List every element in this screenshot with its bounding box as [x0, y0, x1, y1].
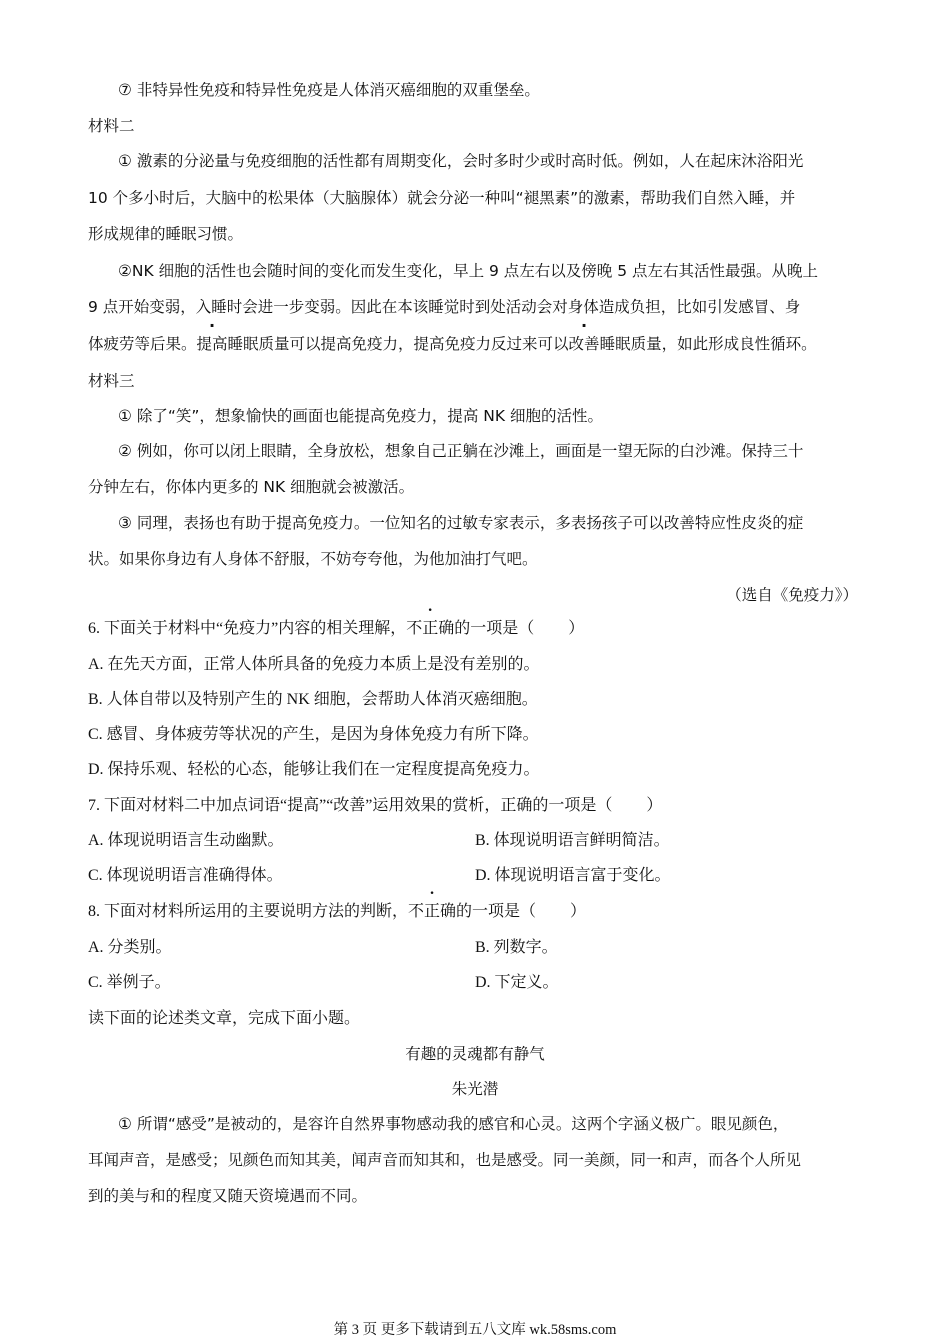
question-8-option-b: B. 列数字。 [475, 939, 558, 956]
essay-para-1-line-3: 到的美与和的程度又随天资境遇而不同。 [88, 1187, 368, 1205]
question-6-option-a: A. 在先天方面，正常人体所具备的免疫力本质上是没有差别的。 [88, 656, 540, 673]
material-two-para-2-line-1: ②NK 细胞的活性也会随时间的变化而发生变化，早上 9 点左右以及傍晚 5 点左右其活性最强。从晚上 [118, 262, 819, 280]
text-run: 睡眠质量，如此形成良性循环。 [599, 335, 817, 353]
emphasized-word-gaishan: 改善 [568, 335, 600, 353]
question-7-option-d: D. 体现说明语言富于变化。 [475, 867, 671, 884]
question-8-stem [88, 894, 868, 930]
material-two-para-2-line-2: 9 点开始变弱，入睡时会进一步变弱。因此在本该睡觉时到处活动会对身体造成负担，比如引发感冒、身 [88, 298, 801, 316]
essay-author: 朱光潜 [451, 1080, 499, 1098]
text-run: 6. 下面关于材料中“免疫力”内容的相关理解， [88, 620, 407, 637]
question-7-option-c: C. 体现说明语言准确得体。 [88, 867, 283, 884]
material-three-para-2-line-1: ② 例如，你可以闭上眼睛，全身放松，想象自己正躺在沙滩上，画面是一望无际的白沙滩。保持三十 [118, 442, 804, 460]
material-three-title: 材料三 [88, 372, 135, 390]
material-three-para-1: ① 除了“笑”，想象愉快的画面也能提高免疫力，提高 NK 细胞的活性。 [118, 407, 603, 425]
material-three-para-2-line-2: 分钟左右，你体内更多的 NK 细胞就会被激活。 [88, 478, 415, 496]
essay-instruction: 读下面的论述类文章，完成下面小题。 [88, 1010, 361, 1027]
text-run: 体疲劳等后果。 [88, 335, 197, 353]
text-run: ） [568, 620, 585, 637]
text-run: 7. 下面对材料二中加点词语“提高”“改善”运用效果的赏析，正确的一项是（ [88, 797, 613, 814]
question-6-option-b: B. 人体自带以及特别产生的 NK 细胞，会帮助人体消灭癌细胞。 [88, 691, 538, 708]
page-footer: 第 3 页 更多下载请到五八文库 wk.58sms.com [333, 1322, 617, 1338]
question-6-stem [88, 611, 868, 647]
material-two-para-1-line-1: ① 激素的分泌量与免疫细胞的活性都有周期变化，会时多时少或时高时低。例如，人在起床沐浴阳光 [118, 152, 804, 170]
essay-title: 有趣的灵魂都有静气 [405, 1045, 545, 1063]
text-run: ） [646, 797, 663, 814]
text-run: 8. 下面对材料所运用的主要说明方法的判断， [88, 903, 409, 920]
material-three-para-3-line-2: 状。如果你身边有人身体不舒服，不妨夸夸他，为他加油打气吧。 [88, 550, 538, 568]
essay-para-1-line-1: ① 所谓“感受”是被动的，是容许自然界事物感动我的感官和心灵。这两个字涵义极广。眼见颜色， [118, 1115, 789, 1133]
emphasized-word-buzhengque: 不正确 [406, 620, 455, 637]
emphasized-word-tigao: 提高 [196, 335, 228, 353]
question-8-option-a: A. 分类别。 [88, 939, 172, 956]
text-run: 的一项是（ [454, 620, 535, 637]
text-run: 的一项是（ [456, 903, 537, 920]
text-run: 睡眠质量可以提高免疫力，提高免疫力反过来可以 [227, 335, 569, 353]
question-6-option-d: D. 保持乐观、轻松的心态，能够让我们在一定程度提高免疫力。 [88, 761, 540, 778]
material-two-title: 材料二 [88, 117, 135, 135]
question-6-option-c: C. 感冒、身体疲劳等状况的产生，是因为身体免疫力有所下降。 [88, 726, 539, 743]
question-8-option-d: D. 下定义。 [475, 974, 559, 991]
text-run: ） [570, 903, 587, 920]
emphasized-word-buzhengque: 不正确 [408, 903, 457, 920]
material-two-para-1-line-2: 10 个多小时后，大脑中的松果体（大脑腺体）就会分泌一种叫“褪黑素”的激素，帮助我们自然入睡，并 [88, 189, 796, 207]
material-two-para-2-line-3 [88, 326, 868, 362]
question-8-option-c: C. 举例子。 [88, 974, 171, 991]
question-7-option-b: B. 体现说明语言鲜明简洁。 [475, 832, 670, 849]
paragraph-7: ⑦ 非特异性免疫和特异性免疫是人体消灭癌细胞的双重堡垒。 [118, 81, 540, 99]
material-three-para-3-line-1: ③ 同理，表扬也有助于提高免疫力。一位知名的过敏专家表示，多表扬孩子可以改善特应性皮炎的症 [118, 514, 804, 532]
material-two-para-1-line-3: 形成规律的睡眠习惯。 [88, 225, 244, 243]
question-7-stem [88, 788, 868, 824]
source-citation: （选自《免疫力》） [726, 586, 858, 604]
question-7-option-a: A. 体现说明语言生动幽默。 [88, 832, 284, 849]
essay-para-1-line-2: 耳闻声音，是感受；见颜色而知其美，闻声音而知其和，也是感受。同一美颜，同一和声，而各个人所见 [88, 1151, 802, 1169]
